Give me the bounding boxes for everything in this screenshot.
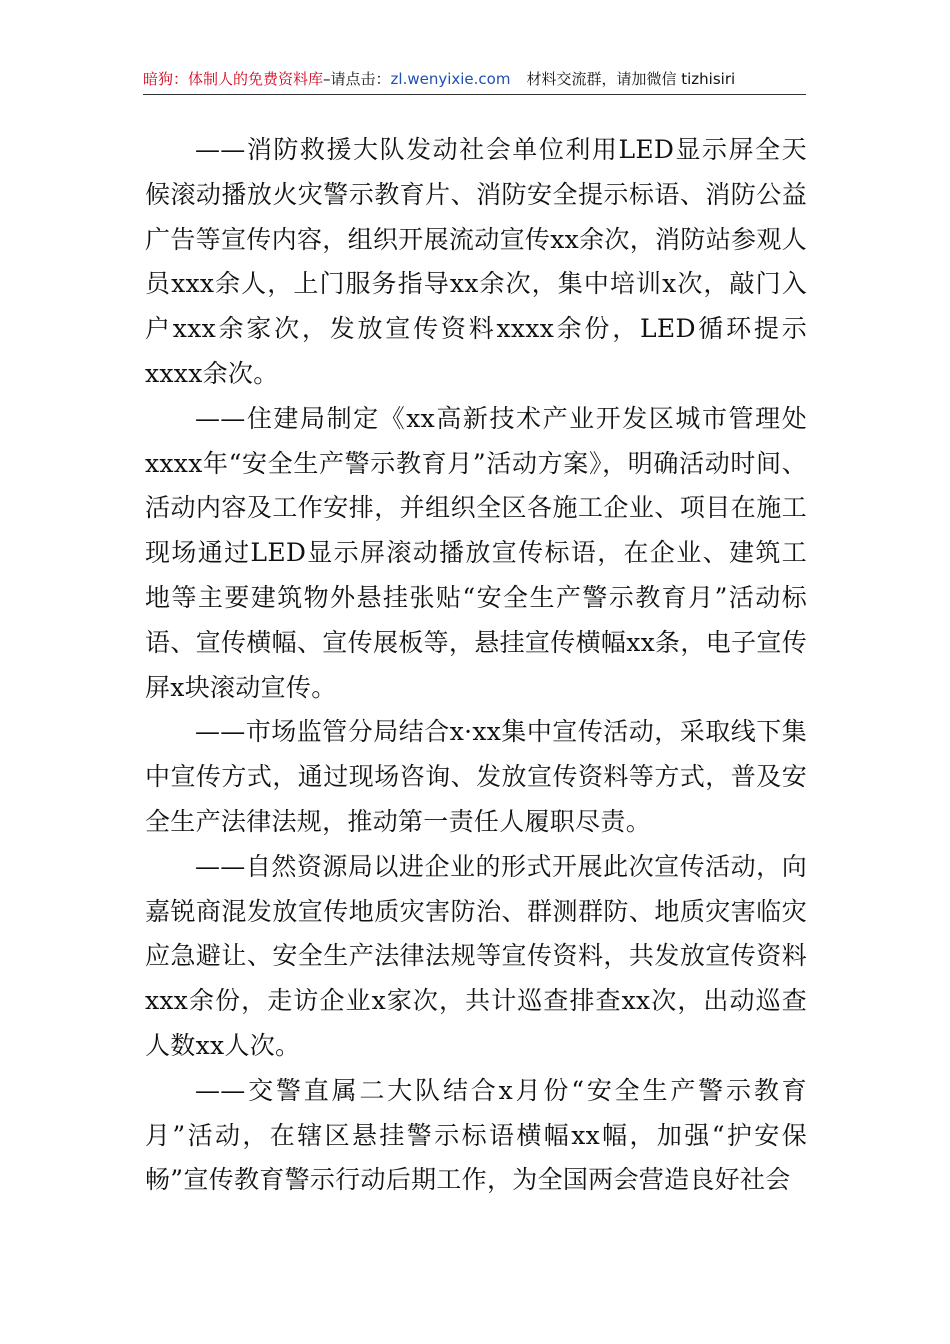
paragraph-housing-bureau: ——住建局制定《xx高新技术产业开发区城市管理处xxxx年“安全生产警示教育月”活动方案》，明确活动时间、活动内容及工作安排，并组织全区各施工企业、项目在施工现场通过LED显示屏滚动播放宣传标语，在企业、建筑工地等主要建筑物外悬挂张贴“安全生产警示教育月”活动标语、宣传横幅、宣传展板等，悬挂宣传横幅xx条，电子宣传屏x块滚动宣传。 — [145, 403, 807, 702]
paragraph-traffic-police: ——交警直属二大队结合x月份“安全生产警示教育月”活动，在辖区悬挂警示标语横幅xx幅，加强“护安保畅”宣传教育警示行动后期工作，为全国两会营造良好社会 — [145, 1075, 807, 1195]
header-url-link[interactable]: zl.wenyixie.com — [390, 70, 511, 88]
header-site-name: 暗狗：体制人的免费资料库 — [143, 70, 324, 88]
page-header — [143, 66, 806, 95]
header-wechat-note: 材料交流群，请加微信 tizhisiri — [526, 70, 736, 88]
document-body — [145, 128, 807, 1203]
paragraph-natural-resources: ——自然资源局以进企业的形式开展此次宣传活动，向嘉锐商混发放宣传地质灾害防治、群测群防、地质灾害临灾应急避让、安全生产法律法规等宣传资料，共发放宣传资料xxx余份，走访企业x家次，共计巡查排查xx次，出动巡查人数xx人次。 — [145, 851, 807, 1060]
header-click-prompt: –请点击： — [323, 70, 391, 88]
paragraph-market-supervision: ——市场监管分局结合x·xx集中宣传活动，采取线下集中宣传方式，通过现场咨询、发放宣传资料等方式，普及安全生产法律法规，推动第一责任人履职尽责。 — [145, 717, 807, 836]
paragraph-fire-rescue: ——消防救援大队发动社会单位利用LED显示屏全天候滚动播放火灾警示教育片、消防安全提示标语、消防公益广告等宣传内容，组织开展流动宣传xx余次，消防站参观人员xxx余人，上门服务指导xx余次，集中培训x次，敲门入户xxx余家次，发放宣传资料xxxx余份，LED循环提示xxxx余次。 — [145, 135, 807, 388]
